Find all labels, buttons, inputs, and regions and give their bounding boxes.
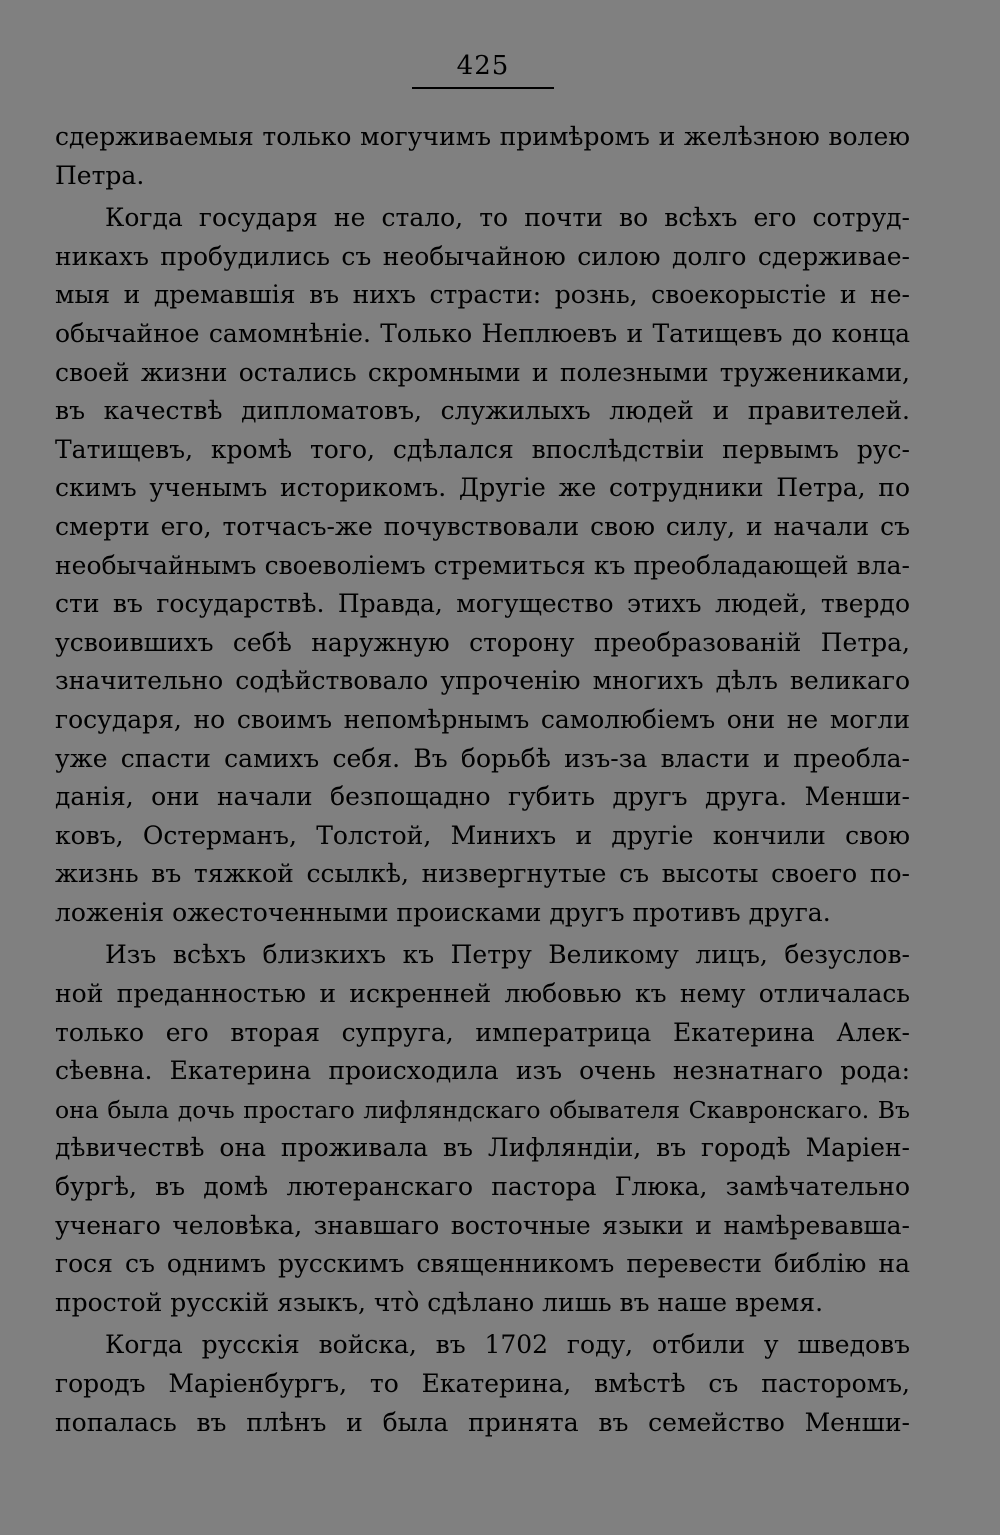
- text-line: Когда государя не стало, то почти во всѣхъ его сотруд-: [105, 203, 910, 233]
- text-line: уже спасти самихъ себя. Въ борьбѣ изъ-за власти и преобла-: [55, 743, 910, 773]
- text-line: бургѣ, въ домѣ лютеранскаго пастора Глюка, замѣчательно: [55, 1172, 910, 1202]
- text-line: скимъ ученымъ историкомъ. Другіе же сотрудники Петра, по: [55, 473, 910, 503]
- text-line: необычайнымъ своеволіемъ стремиться къ преобладающей вла-: [55, 550, 910, 580]
- text-line: данія, они начали безпощадно губить другъ друга. Менши-: [55, 782, 910, 812]
- text-line: простой русскій языкъ, что̀ сдѣлано лишь въ наше время.: [55, 1287, 824, 1317]
- text-line: государя, но своимъ непомѣрнымъ самолюбіемъ они не могли: [55, 704, 910, 734]
- text-line: попалась въ плѣнъ и была принята въ семейство Менши-: [55, 1407, 910, 1437]
- text-line: усвоившихъ себѣ наружную сторону преобразованій Петра,: [55, 627, 910, 657]
- text-line: никахъ пробудились съ необычайною силою долго сдерживае-: [55, 241, 910, 271]
- text-line: только его вторая супруга, императрица Екатерина Алек-: [55, 1017, 910, 1047]
- text-line: сти въ государствѣ. Правда, могущество этихъ людей, твердо: [55, 589, 910, 619]
- text-line: Когда русскія войска, въ 1702 году, отбили у шведовъ: [105, 1330, 910, 1360]
- text-line: ложенія ожесточенными происками другъ противъ друга.: [55, 897, 831, 927]
- body-text: [55, 118, 910, 1442]
- text-line: сѣевна. Екатерина происходила изъ очень незнатнаго рода:: [55, 1056, 910, 1086]
- text-line: городъ Маріенбургъ, то Екатерина, вмѣстѣ съ пасторомъ,: [55, 1369, 910, 1398]
- page-number-rule: [412, 87, 554, 89]
- text-line: Изъ всѣхъ близкихъ къ Петру Великому лицъ, безуслов-: [105, 940, 910, 970]
- text-line: своей жизни остались скромными и полезными тружениками,: [55, 357, 910, 387]
- text-line: Петра.: [55, 160, 145, 190]
- text-line: гося съ однимъ русскимъ священникомъ перевести библію на: [55, 1249, 910, 1279]
- text-line: ковъ, Остерманъ, Толстой, Минихъ и другіе кончили свою: [55, 820, 910, 850]
- text-line: жизнь въ тяжкой ссылкѣ, низвергнутые съ высоты своего по-: [55, 859, 910, 889]
- text-line: ной преданностью и искренней любовью къ нему отличалась: [55, 979, 910, 1009]
- text-line: дѣвичествѣ она проживала въ Лифляндіи, въ городѣ Маріен-: [55, 1133, 910, 1163]
- text-line: она была дочь простаго лифляндскаго обывателя Скавронскаго. Въ: [55, 1095, 910, 1124]
- text-line: мыя и дремавшія въ нихъ страсти: рознь, своекорыстіе и не-: [55, 280, 910, 310]
- text-line: смерти его, тотчасъ-же почувствовали свою силу, и начали съ: [55, 511, 910, 541]
- text-line: сдерживаемыя только могучимъ примѣромъ и желѣзною волею: [55, 122, 910, 151]
- text-line: въ качествѣ дипломатовъ, служилыхъ людей и правителей.: [55, 396, 910, 426]
- text-line: обычайное самомнѣніе. Только Неплюевъ и Татищевъ до конца: [55, 318, 910, 348]
- text-line: ученаго человѣка, знавшаго восточные языки и намѣревавша-: [55, 1210, 910, 1240]
- text-line: значительно содѣйствовало упроченію многихъ дѣлъ великаго: [55, 666, 910, 696]
- page-number: 425: [456, 51, 510, 81]
- text-line: Татищевъ, кромѣ того, сдѣлался впослѣдствіи первымъ рус-: [55, 434, 910, 464]
